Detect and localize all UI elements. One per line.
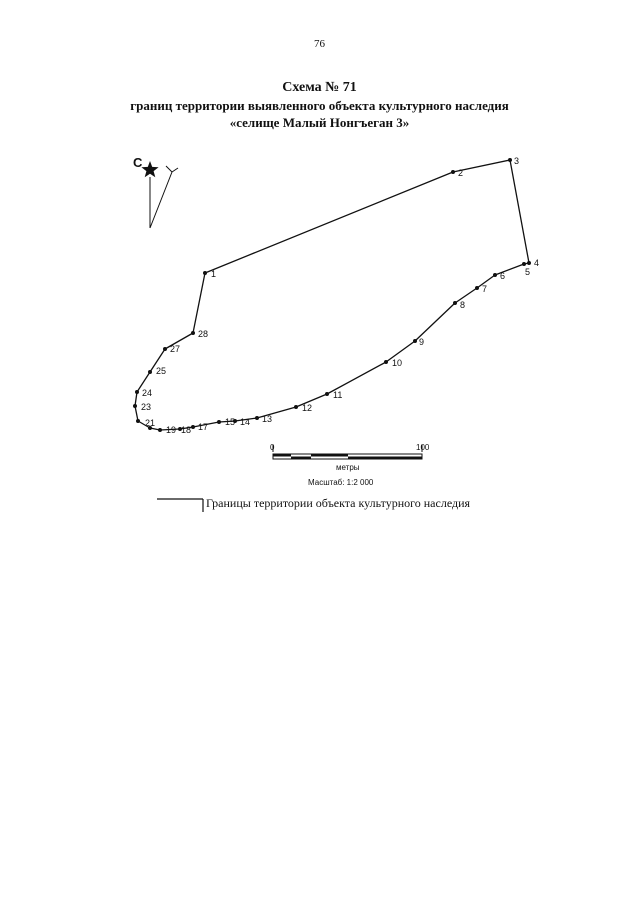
vertex-label: 25 xyxy=(156,366,167,376)
north-arrow xyxy=(133,155,178,228)
vertex-3 xyxy=(508,158,512,162)
vertex-2 xyxy=(451,170,455,174)
vertex-label: 23 xyxy=(141,402,152,412)
vertex-label: 4 xyxy=(534,258,540,268)
vertex-label: 24 xyxy=(142,388,153,398)
vertex-label: 3 xyxy=(514,156,520,166)
north-letter: С xyxy=(133,155,143,170)
north-star-icon xyxy=(141,161,158,177)
boundary-line xyxy=(135,160,529,430)
vertex-label: 2 xyxy=(458,168,464,178)
vertex-11 xyxy=(325,392,329,396)
north-arrow-tick xyxy=(166,166,172,172)
scheme-subtitle: границ территории выявленного объекта культурного наследия xyxy=(130,98,509,113)
page-number: 76 xyxy=(314,38,325,50)
vertex-label: 11 xyxy=(333,390,343,400)
scale-bar xyxy=(270,443,430,487)
north-arrow-tick xyxy=(172,168,178,172)
vertex-22 xyxy=(136,419,140,423)
vertex-label: 9 xyxy=(419,337,425,347)
vertex-label: 14 xyxy=(240,417,251,427)
vertex-4 xyxy=(527,261,531,265)
vertex-6 xyxy=(493,273,497,277)
vertex-label: 1 xyxy=(211,269,217,279)
legend-label: Границы территории объекта культурного наследия xyxy=(206,496,471,510)
vertex-28 xyxy=(191,331,195,335)
vertex-10 xyxy=(384,360,388,364)
vertex-label: 21 xyxy=(145,418,156,428)
vertex-25 xyxy=(148,370,152,374)
scale-end-label: 100 xyxy=(416,443,430,452)
vertex-label: 8 xyxy=(460,300,466,310)
vertex-label: 5 xyxy=(525,267,531,277)
vertex-label: 13 xyxy=(262,414,273,424)
vertex-label: 12 xyxy=(302,403,313,413)
vertex-1 xyxy=(203,271,207,275)
vertex-label: 27 xyxy=(170,344,181,354)
scale-start-label: 0 xyxy=(270,443,275,452)
vertex-label: 15 xyxy=(225,417,236,427)
vertex-12 xyxy=(294,405,298,409)
vertex-9 xyxy=(413,339,417,343)
vertex-7 xyxy=(475,286,479,290)
vertex-15 xyxy=(217,420,221,424)
vertex-label: 28 xyxy=(198,329,209,339)
vertex-17 xyxy=(191,425,195,429)
vertex-label: 7 xyxy=(482,284,488,294)
vertex-label: 19 xyxy=(166,425,177,435)
vertex-13 xyxy=(255,416,259,420)
north-arrow-diagonal xyxy=(150,172,172,228)
legend-symbol xyxy=(157,499,203,512)
scheme-title: Схема № 71 xyxy=(282,80,357,95)
vertex-5 xyxy=(522,262,526,266)
vertex-23 xyxy=(133,404,137,408)
vertex-label: 18 xyxy=(181,425,192,435)
scale-unit-label: метры xyxy=(336,463,360,472)
site-name: «селище Малый Нонгъеган 3» xyxy=(229,115,410,130)
vertex-19 xyxy=(158,428,162,432)
vertex-27 xyxy=(163,347,167,351)
vertex-label: 10 xyxy=(392,358,403,368)
vertex-label: 6 xyxy=(500,271,506,281)
vertex-24 xyxy=(135,390,139,394)
scale-ratio-label: Масштаб: 1:2 000 xyxy=(308,478,374,487)
vertex-8 xyxy=(453,301,457,305)
vertex-label: 17 xyxy=(198,422,209,432)
